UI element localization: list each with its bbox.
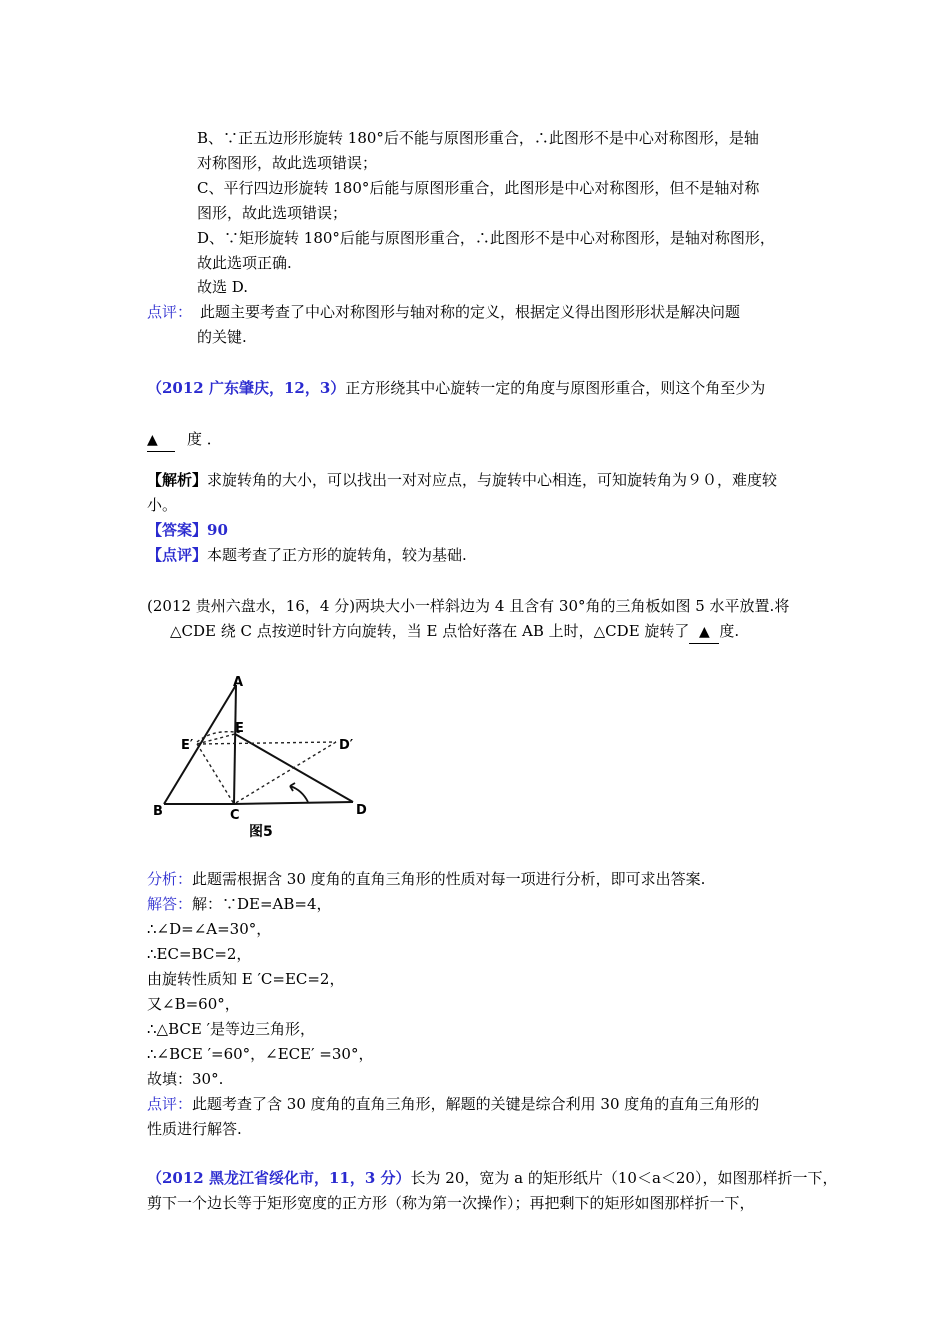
zhaoqing-analysis-line1 [147,469,777,491]
liupanshui-comment-label: 点评： [147,1095,193,1113]
zhaoqing-comment [147,544,467,566]
solution-step: ∴∠D=∠A=30°， [147,920,272,938]
solution-step: ∴△BCE ′是等边三角形， [147,1020,315,1038]
zhaoqing-analysis-text: 求旋转角的大小，可以找出一对对应点，与旋转中心相连，可知旋转角为９０，难度较 [207,471,778,489]
zhaoqing-text: 正方形绕其中心旋转一定的角度与原图形重合，则这个角至少为 [345,379,766,397]
segment-e1-c [197,744,234,804]
suihua-text: 长为 20，宽为 a 的矩形纸片（10＜a＜20），如图那样折一下， [410,1169,838,1187]
option-d-line2: 故此选项正确. [197,254,292,272]
liupanshui-line2-pre: △CDE 绕 C 点按逆时针方向旋转，当 E 点恰好落在 AB 上时，△CDE 旋转了 [170,622,690,640]
prev-comment-text: 此题主要考查了中心对称图形与轴对称的定义，根据定义得出图形形状是解决问题 [200,303,741,321]
option-c-line2: 图形，故此选项错误； [197,204,348,222]
solution-step: 故填：30°. [147,1070,224,1088]
prev-comment-line1 [147,301,740,323]
zhaoqing-analysis-line2: 小。 [147,496,178,514]
liupanshui-solution-first: 解：∵DE=AB=4， [192,895,332,913]
zhaoqing-analysis-label: 【解析】 [147,471,208,489]
prev-comment-line2: 的关键. [197,328,247,346]
prev-comment-label: 点评： [147,303,193,321]
liupanshui-line2-post: 度. [719,622,740,640]
suihua-line2: 剪下一个边长等于矩形宽度的正方形（称为第一次操作）；再把剩下的矩形如图那样折一下， [147,1194,755,1212]
liupanshui-comment-text: 此题考查了含 30 度角的直角三角形，解题的关键是综合利用 30 度角的直角三角形的 [192,1095,760,1113]
suihua-source: （2012 黑龙江省绥化市，11，3 分） [147,1169,411,1187]
choose-answer: 故选 D. [197,278,249,296]
zhaoqing-answer-value: 90 [207,521,228,539]
segment-ac [234,685,236,804]
segment-e1-d1 [197,742,336,744]
label-e-prime: E′ [181,738,194,753]
liupanshui-line1: (2012 贵州六盘水，16，4 分)两块大小一样斜边为 4 且含有 30°角的三角板如图 5 水平放置.将 [147,597,790,615]
option-d-line1: D、∵矩形旋转 180°后能与原图形重合，∴此图形不是中心对称图形，是轴对称图形， [197,229,775,247]
option-c-line1: C、平行四边形旋转 180°后能与原图形重合，此图形是中心对称图形，但不是轴对称 [197,179,760,197]
solution-step: ∴EC=BC=2， [147,945,252,963]
liupanshui-solution [147,893,332,915]
solution-step: ∴∠BCE ′=60°，∠ECE′ =30°， [147,1045,374,1063]
segment-cd [234,802,353,804]
zhaoqing-blank-line [147,428,222,452]
zhaoqing-comment-label: 【点评】 [147,546,208,564]
zhaoqing-question [147,377,765,399]
figure-5 [150,672,380,844]
liupanshui-analysis-text: 此题需根据含 30 度角的直角三角形的性质对每一项进行分析，即可求出答案. [192,870,706,888]
label-e: E [235,721,244,736]
liupanshui-comment-line1 [147,1093,759,1115]
liupanshui-blank: ▲ [689,621,719,644]
liupanshui-line2 [170,620,739,644]
liupanshui-solution-label: 解答： [147,895,193,913]
label-b: B [153,804,163,819]
zhaoqing-answer [147,519,228,541]
zhaoqing-source: （2012 广东肇庆，12，3） [147,379,346,397]
zhaoqing-answer-label: 【答案】 [147,521,208,539]
figure-caption: 图5 [249,824,273,840]
segment-d1-c [234,742,336,804]
label-a: A [233,675,244,690]
label-c: C [230,808,240,823]
rotated-triangle [197,732,336,804]
zhaoqing-unit: 度 ． [187,430,222,448]
rotation-arrow [290,783,308,802]
zhaoqing-comment-text: 本题考查了正方形的旋转角，较为基础. [207,546,467,564]
liupanshui-comment-line2: 性质进行解答. [147,1120,242,1138]
option-b-line1: B、∵正五边形形旋转 180°后不能与原图形重合，∴此图形不是中心对称图形，是轴 [197,129,759,147]
solution-step: 又∠B=60°， [147,995,240,1013]
liupanshui-analysis-label: 分析： [147,870,193,888]
suihua-line1 [147,1167,837,1189]
label-d-prime: D′ [339,738,354,753]
zhaoqing-blank: ▲ [147,429,175,452]
option-b-line2: 对称图形，故此选项错误； [197,154,378,172]
liupanshui-analysis [147,868,705,890]
label-d: D [356,803,367,818]
solution-step: 由旋转性质知 E ′C=EC=2， [147,970,345,988]
